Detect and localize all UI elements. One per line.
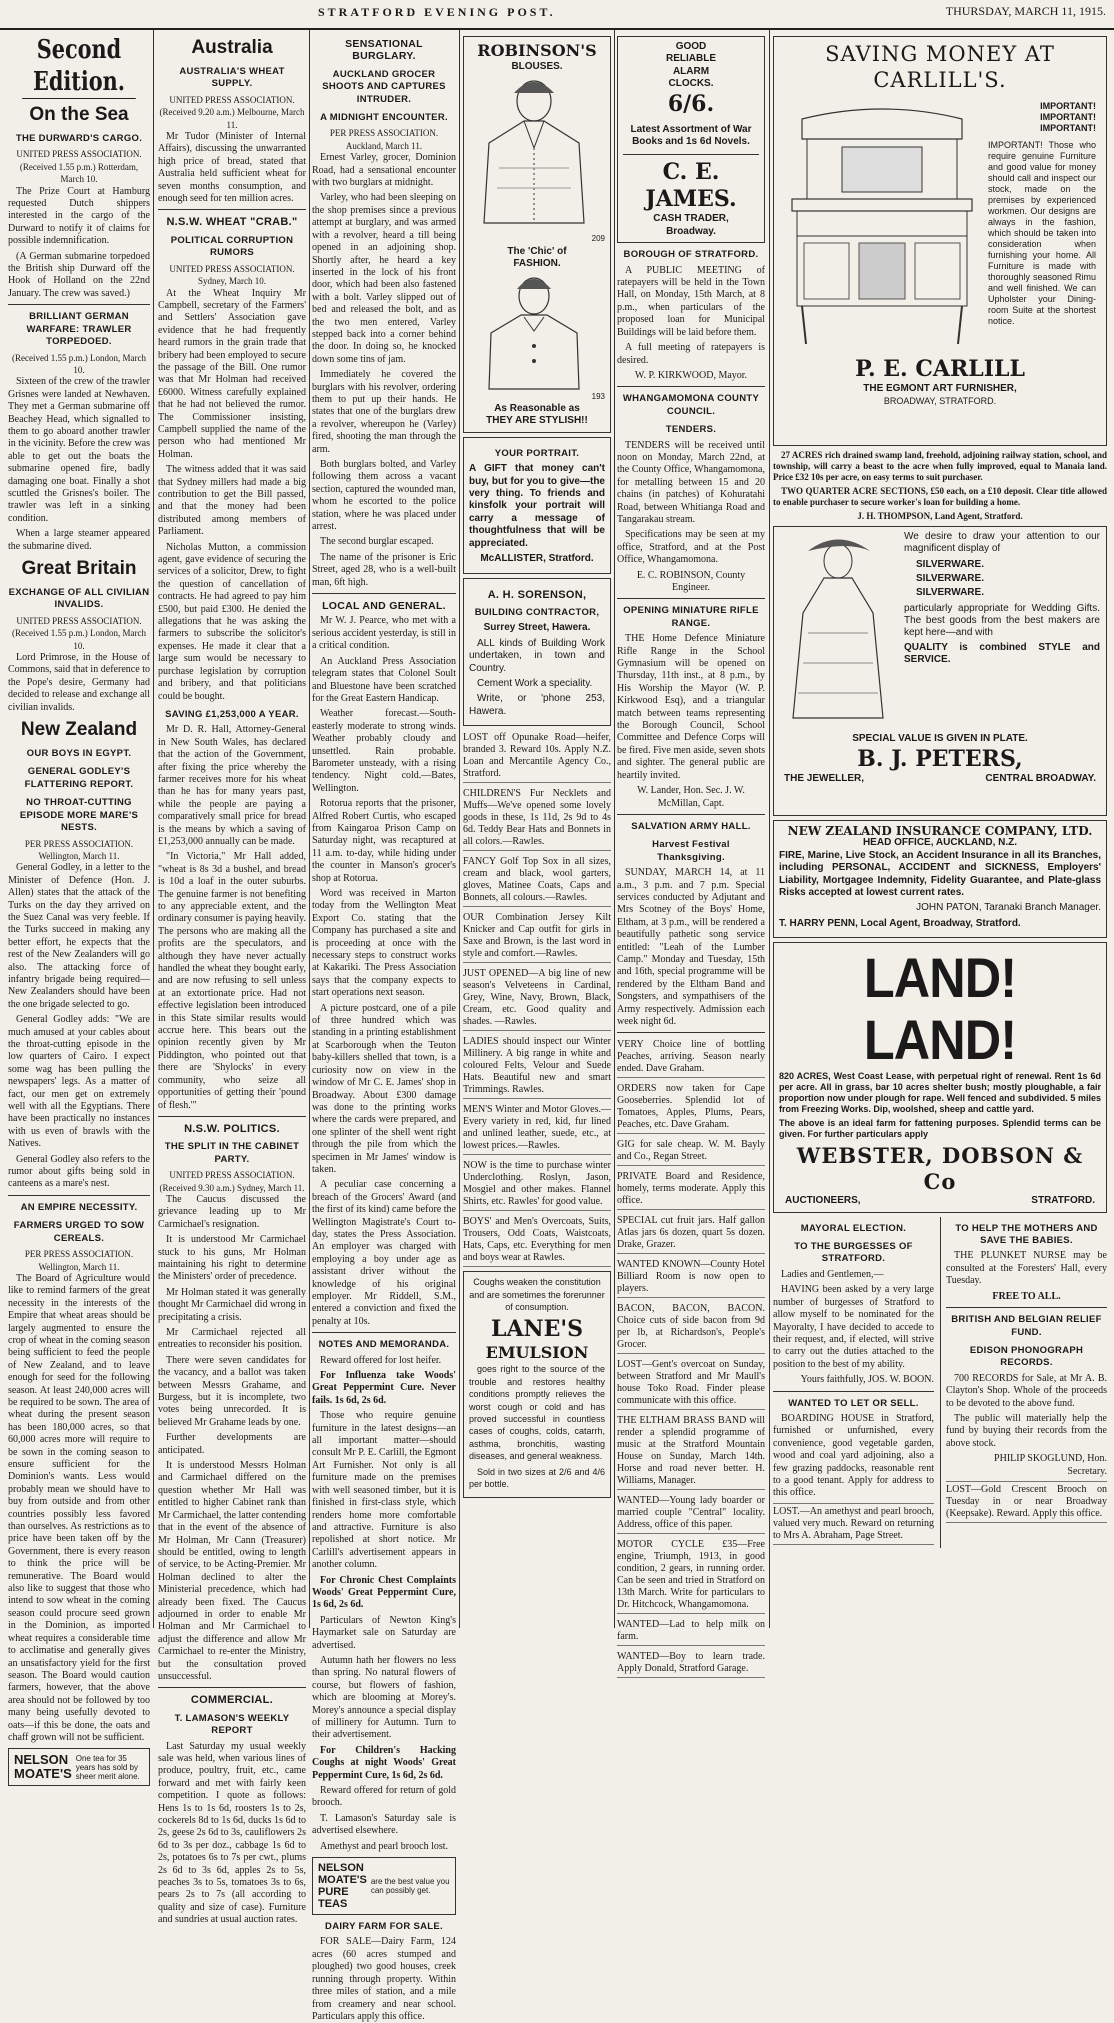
ad-brand: NEW ZEALAND INSURANCE COMPANY, LTD. (787, 824, 1093, 838)
classified-item: VERY Choice line of bottling Peaches, arriving. Season nearly ended. Dave Graham. (617, 1037, 765, 1078)
ad-text: ALARM (672, 65, 710, 77)
ad-heading: YOUR PORTRAIT. (494, 447, 580, 459)
notice-heading: BOROUGH OF STRATFORD. (623, 249, 759, 261)
dateline: UNITED PRESS ASSOCIATION. (Received 1.55 p.m.) London, March 10. (12, 615, 146, 651)
classified-item: JUST OPENED—A big line of new season's Velveteens in Cardinal, Grey, Wine, Navy, Brown, Black, Cream, etc. Good quality and shades. —Rawles. (463, 966, 611, 1031)
article-text: Rotorua reports that the prisoner, Alfred Robert Curtis, who escaped from Kaingaroa Prison Camp on Saturday night, was recaptured at 11 a.m. to-day, while hiding under the counter in Manson's grocer's shop at Rotorua. (312, 798, 456, 884)
notice-signature: Yours faithfully, JOS. W. BOON. (800, 1374, 934, 1386)
ad-address: CENTRAL BROADWAY. (985, 773, 1096, 785)
ad-heading: SAVING MONEY AT (825, 42, 1055, 66)
notice-text: FREE TO ALL. (992, 1290, 1061, 1302)
notice-subheading: Harvest Festival Thanksgiving. (652, 839, 730, 863)
notice-heading: TO HELP THE MOTHERS AND SAVE THE BABIES. (955, 1222, 1098, 1247)
important-label: IMPORTANT! (1040, 101, 1096, 111)
classified-item: THE ELTHAM BRASS BAND will render a splendid programme of music at the Stratford Mountain House on Sunday, March 14th. Horse and road never better. H. Williams, Manager. (617, 1413, 765, 1490)
relief-column (940, 1217, 1107, 1548)
column-6 (773, 32, 1107, 1626)
article-text: Mr Carmichael rejected all entreaties to reconsider his position. (158, 1327, 306, 1351)
thompson-land-ad (773, 450, 1107, 522)
article-text: At the Wheat Inquiry Mr Campbell, secretary of the Farmers' and Settlers' Association gave evidence that he had frequently heard rumors in the grain trade that bribery had been employed to secure the passage of the Bill. One rumor was that Mr Holman had received £6000. Witness carefully explained that he had not believed the rumor. The Commissioner insisting, Campbell supplied the name of the person who had mentioned Mr Holman. (158, 287, 306, 460)
ad-address: STRATFORD. (1031, 1195, 1095, 1207)
ad-brand: NELSON MOATE'S PURE TEAS (318, 1862, 367, 1911)
article-text: FOR SALE—Dairy Farm, 124 acres (60 acres stumped and ploughed) two good houses, creek running through property. Within three miles of station, and a mile from creamery and near school. Particulars apply this office. (312, 1936, 456, 2022)
ad-brand: NELSON MOATE'S (14, 1752, 72, 1782)
notice-subheading: TO THE BURGESSES OF STRATFORD. (794, 1241, 913, 1265)
classified-item: LOST—Gent's overcoat on Sunday, between Stratford and Mr Maull's house Toko Road. Finder please communicate with this office. (617, 1357, 765, 1410)
classified-item: LOST—Gold Crescent Brooch on Tuesday in or near Broadway (Keepsake). Reward. Apply this office. (946, 1481, 1107, 1523)
article-subheading: THE SPLIT IN THE CABINET PARTY. (164, 1141, 300, 1165)
ad-text: CLOCKS. (668, 78, 714, 90)
classified-item: WANTED—Lad to help milk on farm. (617, 1617, 765, 1646)
ad-heading: CARLILL'S. (873, 68, 1007, 92)
notice-text: 700 RECORDS for Sale, at Mr A. B. Clayton's Shop. Whole of the proceeds to be devoted to the above fund. (946, 1372, 1107, 1409)
section-heading-gb: Great Britain (21, 558, 137, 579)
ad-address: Surrey Street, Hawera. (483, 622, 591, 634)
notice-heading: OPENING MINIATURE RIFLE RANGE. (623, 605, 759, 629)
article-text: Immediately he covered the burglars with his revolver, ordering them to put up their hands. He states that one of the burglars drew a revolver, whereupon he (Varley) fired, shooting the man through the arm. (312, 369, 456, 455)
article-subheading: FARMERS URGED TO SOW CEREALS. (13, 1220, 145, 1244)
article-text: It is understood Messrs Holman and Carmichael differed on the question whether Mr Hall was entitled to higher Cabinet rank than Mr Carmichael, the latter contending that in the event of the absence of Mr Holman, Mr Cann (Treasurer) should be entitled, owing to length of service, to be Acting-Premier. Mr Holman declined to alter the Ministerial precedence, which had already been fixed. The Caucus adjourned in order to enable Mr Holman and Mr Carmichael to adjust the difference and allow Mr Carmichael to re-enter the Ministry, but the consultation proved unsuccessful. (158, 1460, 307, 1682)
sorenson-ad (463, 578, 611, 727)
ad-brand: WEBSTER, DOBSON & Co (796, 1143, 1084, 1195)
notice-heading: MAYORAL ELECTION. (800, 1222, 907, 1234)
article-text: Autumn hath her flowers no less than spring. No natural flowers of course, but flowers of fashion, which are blooming at Morey's. Morey's announce a special display of millinery for Autumn. Turn to their advertisement. (312, 1654, 456, 1741)
article-text: General Godley, in a letter to the Minister of Defence (Hon. J. Allen) states that the attack of the Turks on the day they arrived on the Suez Canal was very feeble. If the Turks succeed in making any better effort, he expects that the rest of the New Zealanders will go also. The attacking force of infantry brigade being required—New Zealanders should have been the one brigade selected to go. (8, 862, 150, 1010)
dateline: UNITED PRESS ASSOCIATION. (Received 1.55 p.m.) Rotterdam, March 10. (16, 149, 142, 185)
column-rule (769, 30, 770, 1628)
dateline: UNITED PRESS ASSOCIATION. (Received 9.30 a.m.) Sydney, March 11. (159, 1170, 305, 1193)
ad-text: are the best value you can possibly get. (370, 1877, 450, 1896)
classified-item: GIG for sale cheap. W. M. Bayly and Co., Regan Street. (617, 1137, 765, 1166)
article-heading: BRILLIANT GERMAN WARFARE: TRAWLER TORPEDOED. (26, 311, 132, 348)
column-2 (158, 32, 307, 1926)
woods-ad-line: For Children's Hacking Coughs at night Woods' Great Peppermint Cure, 1s 6d, 2s 6d. (312, 1744, 456, 1781)
column-rule (309, 30, 310, 1628)
ad-brand: B. J. PETERS, (857, 746, 1023, 773)
ad-text: Cement Work a speciality. (477, 677, 593, 689)
classified-item: SPECIAL cut fruit jars. Half gallon Atlas jars 6s dozen, quart 5s dozen. Drake, Grazer. (617, 1213, 765, 1254)
article-text: Nicholas Mutton, a commission agent, gave evidence of securing the services of a solicitor, Drew, to fight the question of cancellation of contracts. He had agreed to pay him £500, but paid £300. He denied the allegations that he was asking the farmers to subscribe the solicitor's expenses. He made it clear that a large sum would be necessary to purchase legislation by corruption and bribery, and that politicians could be bought. (158, 541, 306, 702)
classified-item: PRIVATE Board and Residence, homely, terms moderate. Apply this office. (617, 1169, 765, 1210)
ad-text: A GIFT that money can't buy, but for you to give—the very thing. To friends and kinsfolk your portrait will carry a message of thoughtfulness that will be appreciated. (469, 463, 605, 549)
notice-text: TENDERS will be received until noon on Monday, March 22nd, at the County Office, Whangamomona, for metalling between 15 and 20 chains (in patches) of Kohuratahi Road, between Whitianga Road and Tangarakau stream. (617, 439, 765, 525)
article-text: Amethyst and pearl brooch lost. (320, 1840, 449, 1852)
article-heading: OUR BOYS IN EGYPT. (26, 748, 132, 760)
ad-signature: T. HARRY PENN, Local Agent, Broadway, Stratford. (779, 917, 1021, 929)
article-text: Mr Holman stated it was generally thought Mr Carmichael did wrong in precipitating a crisis. (158, 1286, 306, 1323)
article-text: Both burglars bolted, and Varley following them across a vacant section, captured the wounded man, whom he escorted to the police station, where he was placed under arrest. (312, 459, 456, 533)
nz-insurance-ad (773, 820, 1107, 938)
notice-heading: SALVATION ARMY HALL. (631, 820, 751, 832)
article-text: Weather forecast.—South-easterly moderate to strong winds. Weather probably cloudy and unsettled. Rain probable. Barometer unsteady, with a rising tendency. Night cold.—Bates, Wellington. (312, 708, 456, 794)
article-text: Mr W. J. Pearce, who met with a serious accident yesterday, is still in a critical condition. (312, 615, 456, 652)
ad-text: The 'Chic' of (507, 245, 567, 257)
article-text: Reward offered for return of gold brooch. (312, 1785, 456, 1809)
notice-text: BOARDING HOUSE in Stratford, furnished or unfurnished, every convenience, good vegetable garden, wood and coal yard adjoining, also a few grazing paddocks, reasonable rent to a good tenant. Apply for address to this office. (773, 1412, 934, 1499)
ad-text: SPECIAL VALUE IS GIVEN IN PLATE. (852, 733, 1028, 744)
lady-illustration (778, 533, 898, 723)
ad-text: IMPORTANT! Those who require genuine Furniture and good value for money should call and inspect our stock, made on the premises by experienced workmen. Our designs are always in the fashion, which should be taken into consideration when furnishing your home. All Furniture is made with thoroughly seasoned Rimu and well finished. We can Upholster your Dining-room Suite at the shortest notice. (988, 140, 1096, 326)
important-list (988, 101, 1096, 330)
ad-text: The above is an ideal farm for fattening purposes. Splendid terms can be given. For further particulars apply (779, 1118, 1101, 1140)
ad-text: THEY ARE STYLISH!! (486, 415, 588, 427)
column-rule (153, 30, 154, 1628)
article-text: Sixteen of the crew of the trawler Grisnes were landed at Newhaven. They met a German submarine off Beachey Head, which signalled to them to go aboard another trawler in the vicinity. Before the crew was able to get out the boats the submarine opened fire, badly damaging one boat. Finally a shot scuttled the Grisnes's boiler. The trawler was left in a sinking condition. (8, 376, 150, 524)
ad-subtitle: AUCTIONEERS, (785, 1195, 861, 1207)
ad-brand: LANE'S (490, 1316, 584, 1343)
figure-number: 193 (591, 391, 605, 401)
section-heading-sea: On the Sea (29, 104, 129, 125)
column-rule (614, 30, 615, 1628)
notice-heading: WANTED TO LET OR SELL. (788, 1397, 919, 1409)
figure-number: 209 (591, 234, 605, 244)
ad-text: FASHION. (513, 258, 561, 270)
nelson-moate-ad (312, 1857, 456, 1915)
classified-item: BACON, BACON, BACON. Choice cuts of side bacon from 9d per lb, at Richardson's, People's Grocer. (617, 1301, 765, 1354)
article-text: A peculiar case concerning a breach of the Grocers' Award (and the first of its kind) came before the Wellington Magistrate's Court to-day, states the Press Association. An employer was charged with employing a boy under age as assistant driver without the knowledge of his original employer. Mr Riddell, S.M., entered a conviction and fixed the penalty at 10s. (312, 1179, 456, 1327)
important-label: IMPORTANT! (1040, 112, 1096, 122)
blouse-illustration (469, 271, 599, 391)
classified-item: LADIES should inspect our Winter Millinery. A big range in white and coloured Felts, Velour and Suede Hats. Beautiful new and smart Trimmings. Rawles. (463, 1034, 611, 1099)
notice-signature: E. C. ROBINSON, County Engineer. (636, 569, 746, 593)
ad-brand: LAND! LAND! (863, 946, 1017, 1072)
lanes-emulsion-ad (463, 1271, 611, 1498)
article-text: Varley, who had been sleeping on the shop premises since a previous attempt at burglary, and was armed with a revolver, heard a till being opened in an adjoining shop. Shortly after, he heard a key inserted in the lock of his front door, which had been also fastened with a bolt. Varley slipped out of bed and released the bolt, and as the two men entered, Varley stepped back into a corner behind the door. In doing so, he knocked down some tins of jam. (312, 192, 456, 365)
ad-brand: ROBINSON'S (477, 41, 597, 60)
classified-item: MOTOR CYCLE £35—Free engine, Triumph, 1913, in good condition, 2 gears, in running order. Can be seen and tried in Stratford on 13th March. Write for particulars to Dr. Hitchcock, Whangamomona. (617, 1537, 765, 1614)
article-text: Those who require genuine furniture in the latest designs—an all important matter—should consult Mr P. E. Carlill, the Egmont Art Furnisher. Not only is all furniture made on the premises with well seasoned timber, but it is finished in first-class style, which renders home more comfortable and attractive. Furniture is also repolished at short notice. Mr Carlill's advertisement appears in another column. (312, 1410, 456, 1571)
important-label: IMPORTANT! (1040, 123, 1096, 133)
section-heading-australia: Australia (191, 37, 273, 58)
section-heading-nz: New Zealand (20, 719, 138, 741)
notice-text: A PUBLIC MEETING of ratepayers will be held in the Town Hall, on Monday, 15th March, at 8 p.m., when particulars of the proposed loan for Municipal Buildings will be laid before them. (617, 264, 765, 338)
article-text: The second burglar escaped. (320, 536, 434, 548)
sideboard-illustration (782, 99, 982, 349)
article-subheading: GENERAL GODLEY'S FLATTERING REPORT. (24, 766, 134, 790)
ad-text: Latest Assortment of War Books and 1s 6d Novels. (630, 123, 752, 148)
ad-text: RELIABLE (666, 53, 716, 65)
ad-subheading: BUILDING CONTRACTOR, (474, 606, 600, 618)
ad-text: GOOD (675, 41, 707, 52)
notice-heading: WHANGAMOMONA COUNTY COUNCIL. (622, 393, 760, 417)
article-heading: LOCAL AND GENERAL. (322, 600, 446, 613)
ad-subtitle: THE EGMONT ART FURNISHER, (863, 383, 1017, 394)
article-subheading: AUCKLAND GROCER SHOOTS AND CAPTURES INTRUDER. (322, 68, 446, 105)
nelson-moate-ad (8, 1748, 150, 1786)
article-heading: N.S.W. WHEAT "CRAB." (166, 216, 298, 229)
article-text: A picture postcard, one of a pile of three hundred which was standing in a printing establishment at Scarborough when the Teuton baby-killers shelled that town, is a curiosity now on view in the window of Mr C. E. James' shop in Broadway. About £300 damage was done to the printing works where the cards were prepared, and one splinter of the shell went right through the pile from which the specimen in Mr James' window is taken. (312, 1002, 456, 1175)
portrait-ad (463, 437, 611, 574)
ad-text: Coughs weaken the constitution and are sometimes the forerunner of consumption. (469, 1277, 605, 1312)
article-text: The Board of Agriculture would like to remind farmers of the great necessity in the interests of the Empire that wheat areas should be largely augmented to ensure the crop of wheat in the coming season being sufficient to feed the people of New Zealand, and to leave enough for seed for the following season. At least 240,000 acres will be required to be sown. The area of wheat during the present season has been 180,000 acres, so that 60,000 acres more will require to be sown in the coming season to ensure sufficient for the Dominion's wants. Less would probably mean we should have to buy from outside and from other countries possibly less favored than ourselves. As restrictions as to price have been taken off by the Government, there is every reason to think the price will be remunerative. The Board would also like to suggest that those who intend to sow wheat in the coming season could procure seed grown in the Dominion, as imported wheat requires a considerable time to acclimatise and generally gives an unsatisfactory yield for the first season. The Board would caution farmers, however, that the above area should not be followed by too many being usefully devoted to oats—if this be done, the oats and chaff grown will not be sufficient. (8, 1272, 150, 1743)
ad-text: One tea for 35 years has sold by sheer merit alone. (75, 1753, 140, 1781)
column-3 (312, 32, 456, 2022)
ad-heading: A. H. SORENSON, (487, 588, 587, 601)
classified-item: BOYS' and Men's Overcoats, Suits, Trousers, Odd Coats, Waistcoats, Hats, Caps, etc. Everything for men and boys wear at Rawles. (463, 1214, 611, 1267)
article-heading: N.S.W. POLITICS. (184, 1122, 280, 1135)
classified-item: WANTED—Young lady boarder or married couple "Central" locality. Address, office of this paper. (617, 1493, 765, 1534)
ad-address: Broadway. (666, 225, 716, 237)
ad-text: TWO QUARTER ACRE SECTIONS, £50 each, on a £10 deposit. Clear title allowed to enable purchaser to secure worker's loan for building a home. (773, 486, 1107, 507)
ad-text: FIRE, Marine, Live Stock, an Accident Insurance in all its Branches, including PERSONAL, ACCIDENT and SICKNESS, Employers' Liability, Mortgagee Indemnity, Fidelity Guarantee, and Plate-glass Risks accepted at lowest current rates. (779, 849, 1101, 899)
notice-subheading: EDISON PHONOGRAPH RECORDS. (969, 1344, 1084, 1369)
notice-text: Specifications may be seen at my office, Stratford, and at the Post Office, Whangamomona. (617, 529, 765, 566)
article-heading: NOTES AND MEMORANDA. (318, 1339, 450, 1351)
notice-signature: W. Lander, Hon. Sec. J. W. McMillan, Capt. (637, 785, 745, 809)
column-5 (617, 32, 765, 1675)
article-text: Word was received in Marton today from the Wellington Meat Export Co. stating that the Company has purchased a site and is proceeding at once with the necessary steps to construct works at Kakariki. The Press Association says that the company expects to start operations next season. (312, 888, 456, 999)
ad-subtitle: THE JEWELLER, (784, 773, 865, 785)
ad-text: particularly appropriate for Wedding Gifts. The best goods from the best makers are kept here—and with (904, 603, 1100, 638)
ad-text: CASH TRADER, (653, 213, 729, 225)
classified-item: MEN'S Winter and Motor Gloves.—Every variety in red, kid, fur lined and unlined leather, suede, etc., at lowest prices.—Rawles. (463, 1102, 611, 1155)
notice-text: SUNDAY, MARCH 14, at 11 a.m., 3 p.m. and 7 p.m. Special services conducted by Adjutant and Mrs Scotney of the Boys' Home, Eltham, at 3 p.m., will be rendered a beautifully pathetic song service entitled: "Leah of the Lumber Camp." Monday and Tuesday, 15th and 16th, special programme will be rendered by the Eltham Band and Songsters, and sympathisers of the Army respectively. Admission each week night 6d. (617, 867, 765, 1027)
article-text: Further developments are anticipated. (158, 1432, 306, 1456)
ad-highlight: SILVERWARE. (916, 587, 984, 598)
ad-highlight: SILVERWARE. (916, 573, 984, 584)
notice-signature: W. P. KIRKWOOD, Mayor. (634, 369, 748, 381)
classified-item: CHILDREN'S Fur Necklets and Muffs—We've opened some lovely goods in these, 1s 11d, 2s 9d to 4s 6d. Teddy Bear Hats and Bonnets in all colors.—Rawles. (463, 786, 611, 851)
ad-text: Write, or 'phone 253, Hawera. (469, 693, 605, 717)
ad-text: goes right to the source of the trouble and restores healthy conditions promptly relieves the worst cough or cold and has proved successful in countless cases of coughs, colds, catarrh, asthma, bronchitis, wasting diseases, and general weakness. (469, 1364, 605, 1462)
ad-address: BROADWAY, STRATFORD. (883, 396, 997, 407)
column-1 (8, 32, 150, 1782)
classified-item: ORDERS now taken for Cape Gooseberries. Splendid lot of Tomatoes, Apples, Plums, Pears, Peaches, etc. Dave Graham. (617, 1081, 765, 1134)
issue-date: THURSDAY, MARCH 11, 1915. (945, 4, 1106, 18)
article-subheading: SAVING £1,253,000 A YEAR. (165, 708, 299, 720)
ad-price: Sold in two sizes at 2/6 and 4/6 per bottle. (469, 1466, 605, 1490)
ad-text: 27 ACRES rich drained swamp land, freehold, adjoining railway station, school, and township, will carry a beast to the acre when fully improved, equal to Manaia land. Price £32 10s per acre, on easy terms to suit purchaser. (773, 450, 1107, 482)
masthead (0, 0, 1114, 30)
ad-highlight: SILVERWARE. (916, 559, 984, 570)
notice-heading: BRITISH AND BELGIAN RELIEF FUND. (951, 1314, 1102, 1338)
classified-item: WANTED KNOWN—County Hotel Billiard Room is now open to players. (617, 1257, 765, 1298)
article-text: An Auckland Press Association telegram states that Colonel Soult and Bluestone have been scratched for the Great Eastern Handicap. (312, 655, 456, 704)
article-text: Reward offered for lost heifer. (320, 1354, 442, 1366)
article-heading: EXCHANGE OF ALL CIVILIAN INVALIDS. (8, 587, 150, 611)
classified-item: WANTED—Boy to learn trade. Apply Donald, Stratford Garage. (617, 1649, 765, 1678)
article-subheading: T. LAMASON'S WEEKLY REPORT (174, 1712, 290, 1737)
ad-signature: JOHN PATON, Taranaki Branch Manager. (916, 902, 1101, 914)
ad-text: We desire to draw your attention to our magnificent display of (904, 531, 1100, 554)
article-text: The Caucus discussed the grievance leading up to Mr Carmichael's resignation. (158, 1193, 306, 1230)
woods-ad-line: For Influenza take Woods' Great Peppermint Cure. Never fails. 1s 6d, 2s 6d. (312, 1370, 456, 1406)
dateline: PER PRESS ASSOCIATION. Wellington, March 11. (24, 838, 134, 861)
ad-text: As Reasonable as (494, 403, 580, 415)
classified-list (463, 730, 611, 1267)
ad-subtitle: HEAD OFFICE, AUCKLAND, N.Z. (862, 837, 1018, 849)
james-clocks-ad (617, 36, 765, 243)
newspaper-title: STRATFORD EVENING POST. (318, 5, 556, 19)
article-text: "In Victoria," Mr Hall added, "wheat is 8s 3d a bushel, and bread is 10d a loaf in the outer suburbs. The genuine farmer is not benefiting to any appreciable extent, and the ordinary consumer is paying heavily. The persons who are making all the profits are the speculators, and although they have never actually handled the wheat they bought early, and are now refusing to sell unless at an extortionate price. Had not effective legislation been introduced in this State similar results would accrue here. This bears out the opinion recently given by Mr Piddington, who pointed out that there are 'Shylocks' in every community, who seize all opportunities of getting their 'pound of flesh.'" (158, 851, 306, 1111)
article-text: (A German submarine torpedoed the British ship Durward off the Hook of Holland on the 22nd January. The crew was saved.) (8, 250, 150, 299)
column-4 (463, 32, 611, 1626)
notice-text: THE Home Defence Miniature Rifle Range in the School Gymnasium will be opened on Thursday, 11th inst., at 8 p.m., by His Worship the Mayor (W. P. Kirkwood Esq), and a triangular match between teams representing the Borough Council, School Committee and Defence Corps will be fired. Five men aside, seven shots and sighter. The general public are heartily invited. (617, 633, 765, 781)
article-heading: SENSATIONAL BURGLARY. (345, 38, 423, 63)
classified-item: NOW is the time to purchase winter Underclothing. Roslyn, Jason, Mosgiel and other makes. Flannel Shirts, etc. Rawles' for good value. (463, 1158, 611, 1211)
ad-signature: J. H. THOMPSON, Land Agent, Stratford. (857, 511, 1023, 521)
article-text: Particulars of Newton King's Haymarket sale on Saturday are advertised. (312, 1614, 456, 1651)
classified-item: LOST off Opunake Road—heifer, branded 3. Reward 10s. Apply N.Z. Loan and Mercantile Agency Co., Stratford. (463, 730, 611, 783)
article-subheading: POLITICAL CORRUPTION RUMORS (170, 234, 294, 259)
article-heading: THE DURWARD'S CARGO. (15, 133, 143, 144)
article-text: General Godley adds: "We are much amused at your cables about the throat-cutting episode in the low quarters of Cairo. I expect some wag has been pulling the newspapers' legs. As a matter of fact, our men get on extremely well with all the Egyptians. There have been practically no instances with us even of brawls with the Natives. (8, 1014, 150, 1150)
ad-brand: P. E. CARLILL (855, 356, 1025, 382)
column-rule (459, 30, 460, 1628)
dateline: PER PRESS ASSOCIATION. Auckland, March 11. (329, 128, 439, 151)
ad-price: 6/6. (667, 90, 715, 117)
classified-list (617, 1037, 765, 1678)
article-text: Mr Tudor (Minister of Internal Affairs), discussing the unwarranted high price of bread, stated that Australia held sufficient wheat for seven months consumption, and enough seed for ten million acres. (158, 131, 306, 205)
article-heading: DAIRY FARM FOR SALE. (325, 1921, 443, 1933)
article-text: Mr D. R. Hall, Attorney-General in New South Wales, has declared that the action of the Government, after fixing the price whereby the farmer receives more for his wheat than he has for many years past, while the people are paying a comparatively small price for bread is the means by which a saving of £1,253,000 annually can be made. (158, 724, 306, 847)
classified-item: LOST.—An amethyst and pearl brooch, valued very much. Reward on returning to Mrs A. Abraham, Page Street. (773, 1503, 934, 1545)
ad-signature: McALLISTER, Stratford. (480, 553, 594, 565)
article-text: The name of the prisoner is Eric Street, aged 28, who is a well-built man, 6ft high. (312, 551, 456, 588)
ad-text: 820 ACRES, West Coast Lease, with perpetual right of renewal. Rent 1s 6d per acre. All in grass, bar 10 acres shelter bush; mostly ploughable, a fair proportion now under plough for rape. Well fenced and subdivided. 5 miles from Freezing Works. Dip, woolshed, sheep and cattle yard. (779, 1071, 1101, 1115)
notice-text: HAVING been asked by a very large number of burgesses of Stratford to allow myself to be nominated for the Mayoralty, I have decided to accede to their request, and, if elected, will strive to carry out the duties attached to the position to the best of my ability. (773, 1284, 934, 1370)
article-text: T. Lamason's Saturday sale is advertised elsewhere. (312, 1812, 456, 1837)
article-heading: COMMERCIAL. (190, 1694, 274, 1707)
article-text: Last Saturday my usual weekly sale was held, when various lines of produce, poultry, fruit, etc., came forward and met with fairly keen competition. I quote as follows: Hens 1s to 1s 6d, roosters 1s to 2s, cockerels 8d to 1s 6d, ducks 1s 6d to 2s, geese 2s 6d to 3s, cauliflowers 2s 6d to 3s per doz., cabbage 1s 6d to 2s, potatoes 6s to 7s per cwt., plums 2s 6d to 3s 6d, apples 2s to 5s, peaches 3s to 5s, tomatoes 3s to 6s, pears 2s to 7s (all according to quality and size of case). Furniture and sundries at usual auction rates. (158, 1740, 306, 1926)
land-sale-ad (773, 942, 1107, 1212)
notice-signature: PHILIP SKOGLUND, Hon. Secretary. (994, 1453, 1107, 1477)
article-text: There were seven candidates for the vacancy, and a ballot was taken between Messrs Grahame, and Burgess, but it is incomplete, two votes being unrecorded. It is believed Mr Grahame leads by one. (158, 1354, 306, 1428)
blouse-illustration (469, 73, 599, 233)
article-text: Ernest Varley, grocer, Dominion Road, had a sensational encounter with two burglars at midnight. (312, 152, 456, 189)
article-text: Lord Primrose, in the House of Commons, said that in deference to the Pope's desire, Germany had decided to release and exchange all civilian invalids. (8, 652, 150, 713)
dateline: UNITED PRESS ASSOCIATION. (Received 9.20 a.m.) Melbourne, March 11. (159, 94, 305, 130)
article-text: General Godley also refers to the rumor about gifts being sold in canteens as a mare's nest. (8, 1153, 150, 1190)
dateline: PER PRESS ASSOCIATION. Wellington, March 11. (24, 1249, 134, 1272)
notice-text: A full meeting of ratepayers is desired. (617, 342, 765, 366)
peters-jeweller-ad (773, 526, 1107, 816)
article-subheading: NO THROAT-CUTTING EPISODE MORE MARE'S NESTS. (19, 797, 139, 834)
article-text: When a large steamer appeared the submarine dived. (8, 528, 150, 552)
article-heading: AN EMPIRE NECESSITY. (20, 1201, 138, 1213)
classified-item: OUR Combination Jersey Kilt Knicker and Cap outfit for girls in Saxe and Brown, is the last word in style and comfort.—Rawles. (463, 910, 611, 963)
notice-text: Ladies and Gentlemen,— (781, 1268, 884, 1280)
ad-brand: C. E. JAMES. (623, 154, 759, 213)
article-heading: AUSTRALIA'S WHEAT SUPPLY. (179, 66, 285, 90)
notice-subheading: TENDERS. (665, 424, 717, 436)
dateline: (Received 1.55 p.m.) London, March 10. (12, 352, 146, 375)
notice-text: THE PLUNKET NURSE may be consulted at the Foresters' Hall, every Tuesday. (946, 1250, 1107, 1287)
ad-subtitle: BLOUSES. (511, 61, 563, 72)
article-text: The witness added that it was said that Sydney millers had made a big contribution to get the Bill passed, and that the money had been distributed among members of Parliament. (158, 464, 306, 538)
edition-heading: Second Edition. (22, 34, 136, 99)
ad-text: QUALITY is combined STYLE and SERVICE. (904, 642, 1100, 665)
article-text: The Prize Court at Hamburg requested Dutch shippers interested in the cargo of the Durward to notify it of claims for possible indemnification. (8, 185, 150, 247)
classified-item: FANCY Golf Top Sox in all sizes, cream and black, wool garters, gloves, Matinee Coats, Caps and Bonnets, all colours.—Rawles. (463, 854, 611, 907)
woods-ad-line: For Chronic Chest Complaints Woods' Great Peppermint Cure, 1s 6d, 2s 6d. (312, 1574, 456, 1611)
article-subheading: A MIDNIGHT ENCOUNTER. (320, 112, 448, 124)
carlill-furniture-ad (773, 36, 1107, 446)
ad-brand: EMULSION (485, 1343, 589, 1363)
notice-text: The public will materially help the fund by buying their records from the above stock. (946, 1412, 1107, 1449)
robinsons-blouses-ad (463, 36, 611, 433)
ad-text: ALL kinds of Building Work undertaken, in town and Country. (469, 637, 605, 674)
mayoral-column (773, 1217, 934, 1548)
dateline: UNITED PRESS ASSOCIATION. Sydney, March 10. (169, 263, 295, 287)
article-text: It is understood Mr Carmichael stuck to his guns, Mr Holman maintaining his right to determine the Ministers' order of precedence. (158, 1234, 306, 1283)
